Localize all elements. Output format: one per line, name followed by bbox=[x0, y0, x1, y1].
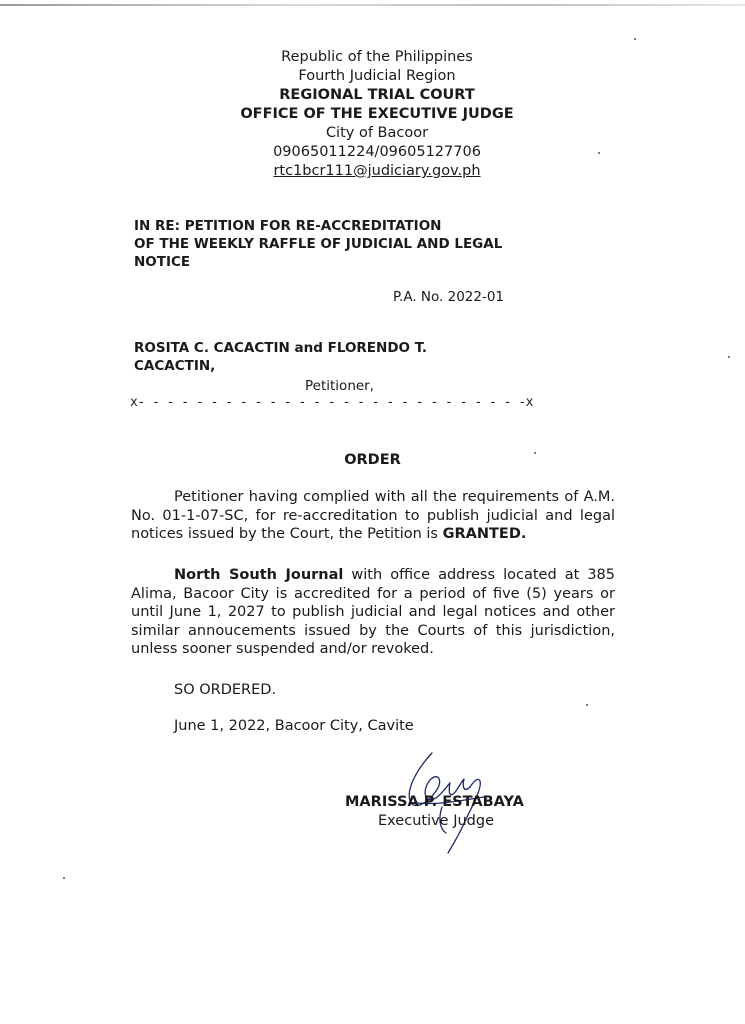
scan-speck bbox=[728, 356, 730, 358]
judge-name: MARISSA P. ESTABAYA bbox=[345, 794, 524, 810]
case-caption bbox=[134, 217, 534, 271]
paragraph-1-text: Petitioner having complied with all the requirements of A.M. No. 01-1-07-SC, for re-accreditation to publish judicial and legal notices issued by the Court, the Petition is bbox=[131, 489, 615, 542]
date-place: June 1, 2022, Bacoor City, Cavite bbox=[174, 718, 414, 734]
caption-line-3: NOTICE bbox=[134, 254, 191, 270]
scan-speck bbox=[586, 704, 588, 706]
caption-line-1: IN RE: PETITION FOR RE-ACCREDITATION bbox=[134, 218, 442, 234]
parties-line-2: CACACTIN, bbox=[134, 358, 216, 374]
letterhead-office: OFFICE OF THE EXECUTIVE JUDGE bbox=[240, 106, 514, 122]
paragraph-2-text: with office address located at 385 Alima, Bacoor City is accredited for a period of five (5) years or until June 1, 2027 to publish judicial and legal notices and other similar annoucements issued by the Courts of this jurisdiction, unless sooner suspended and/or revoked. bbox=[131, 567, 615, 657]
caption-line-2: OF THE WEEKLY RAFFLE OF JUDICIAL AND LEGAL bbox=[134, 236, 503, 252]
order-paragraph-2 bbox=[131, 566, 615, 659]
letterhead-court: REGIONAL TRIAL COURT bbox=[279, 87, 475, 103]
publication-name: North South Journal bbox=[174, 567, 344, 583]
petitioner-label: Petitioner, bbox=[305, 378, 375, 394]
case-number: P.A. No. 2022-01 bbox=[393, 289, 505, 305]
judge-title: Executive Judge bbox=[378, 813, 494, 829]
caption-divider: x- - - - - - - - - - - - - - - - - - - - - - - - - - -x bbox=[130, 395, 533, 410]
letterhead-phones: 09065011224/09605127706 bbox=[273, 144, 481, 160]
letterhead-region: Fourth Judicial Region bbox=[298, 68, 456, 84]
so-ordered: SO ORDERED. bbox=[174, 682, 277, 698]
granted-text: GRANTED. bbox=[442, 526, 527, 542]
letterhead bbox=[0, 48, 745, 181]
letterhead-city: City of Bacoor bbox=[325, 125, 429, 141]
letterhead-email: rtc1bcr111@judiciary.gov.ph bbox=[273, 163, 481, 179]
letterhead-republic: Republic of the Philippines bbox=[281, 49, 473, 65]
parties bbox=[134, 339, 454, 375]
scan-speck bbox=[534, 452, 536, 454]
scan-speck bbox=[63, 877, 65, 879]
parties-line-1: ROSITA C. CACACTIN and FLORENDO T. bbox=[134, 340, 427, 356]
scan-speck bbox=[598, 152, 600, 154]
scan-top-edge bbox=[0, 4, 745, 6]
order-title: ORDER bbox=[344, 452, 401, 468]
scan-speck bbox=[634, 38, 636, 40]
order-paragraph-1 bbox=[131, 488, 615, 544]
